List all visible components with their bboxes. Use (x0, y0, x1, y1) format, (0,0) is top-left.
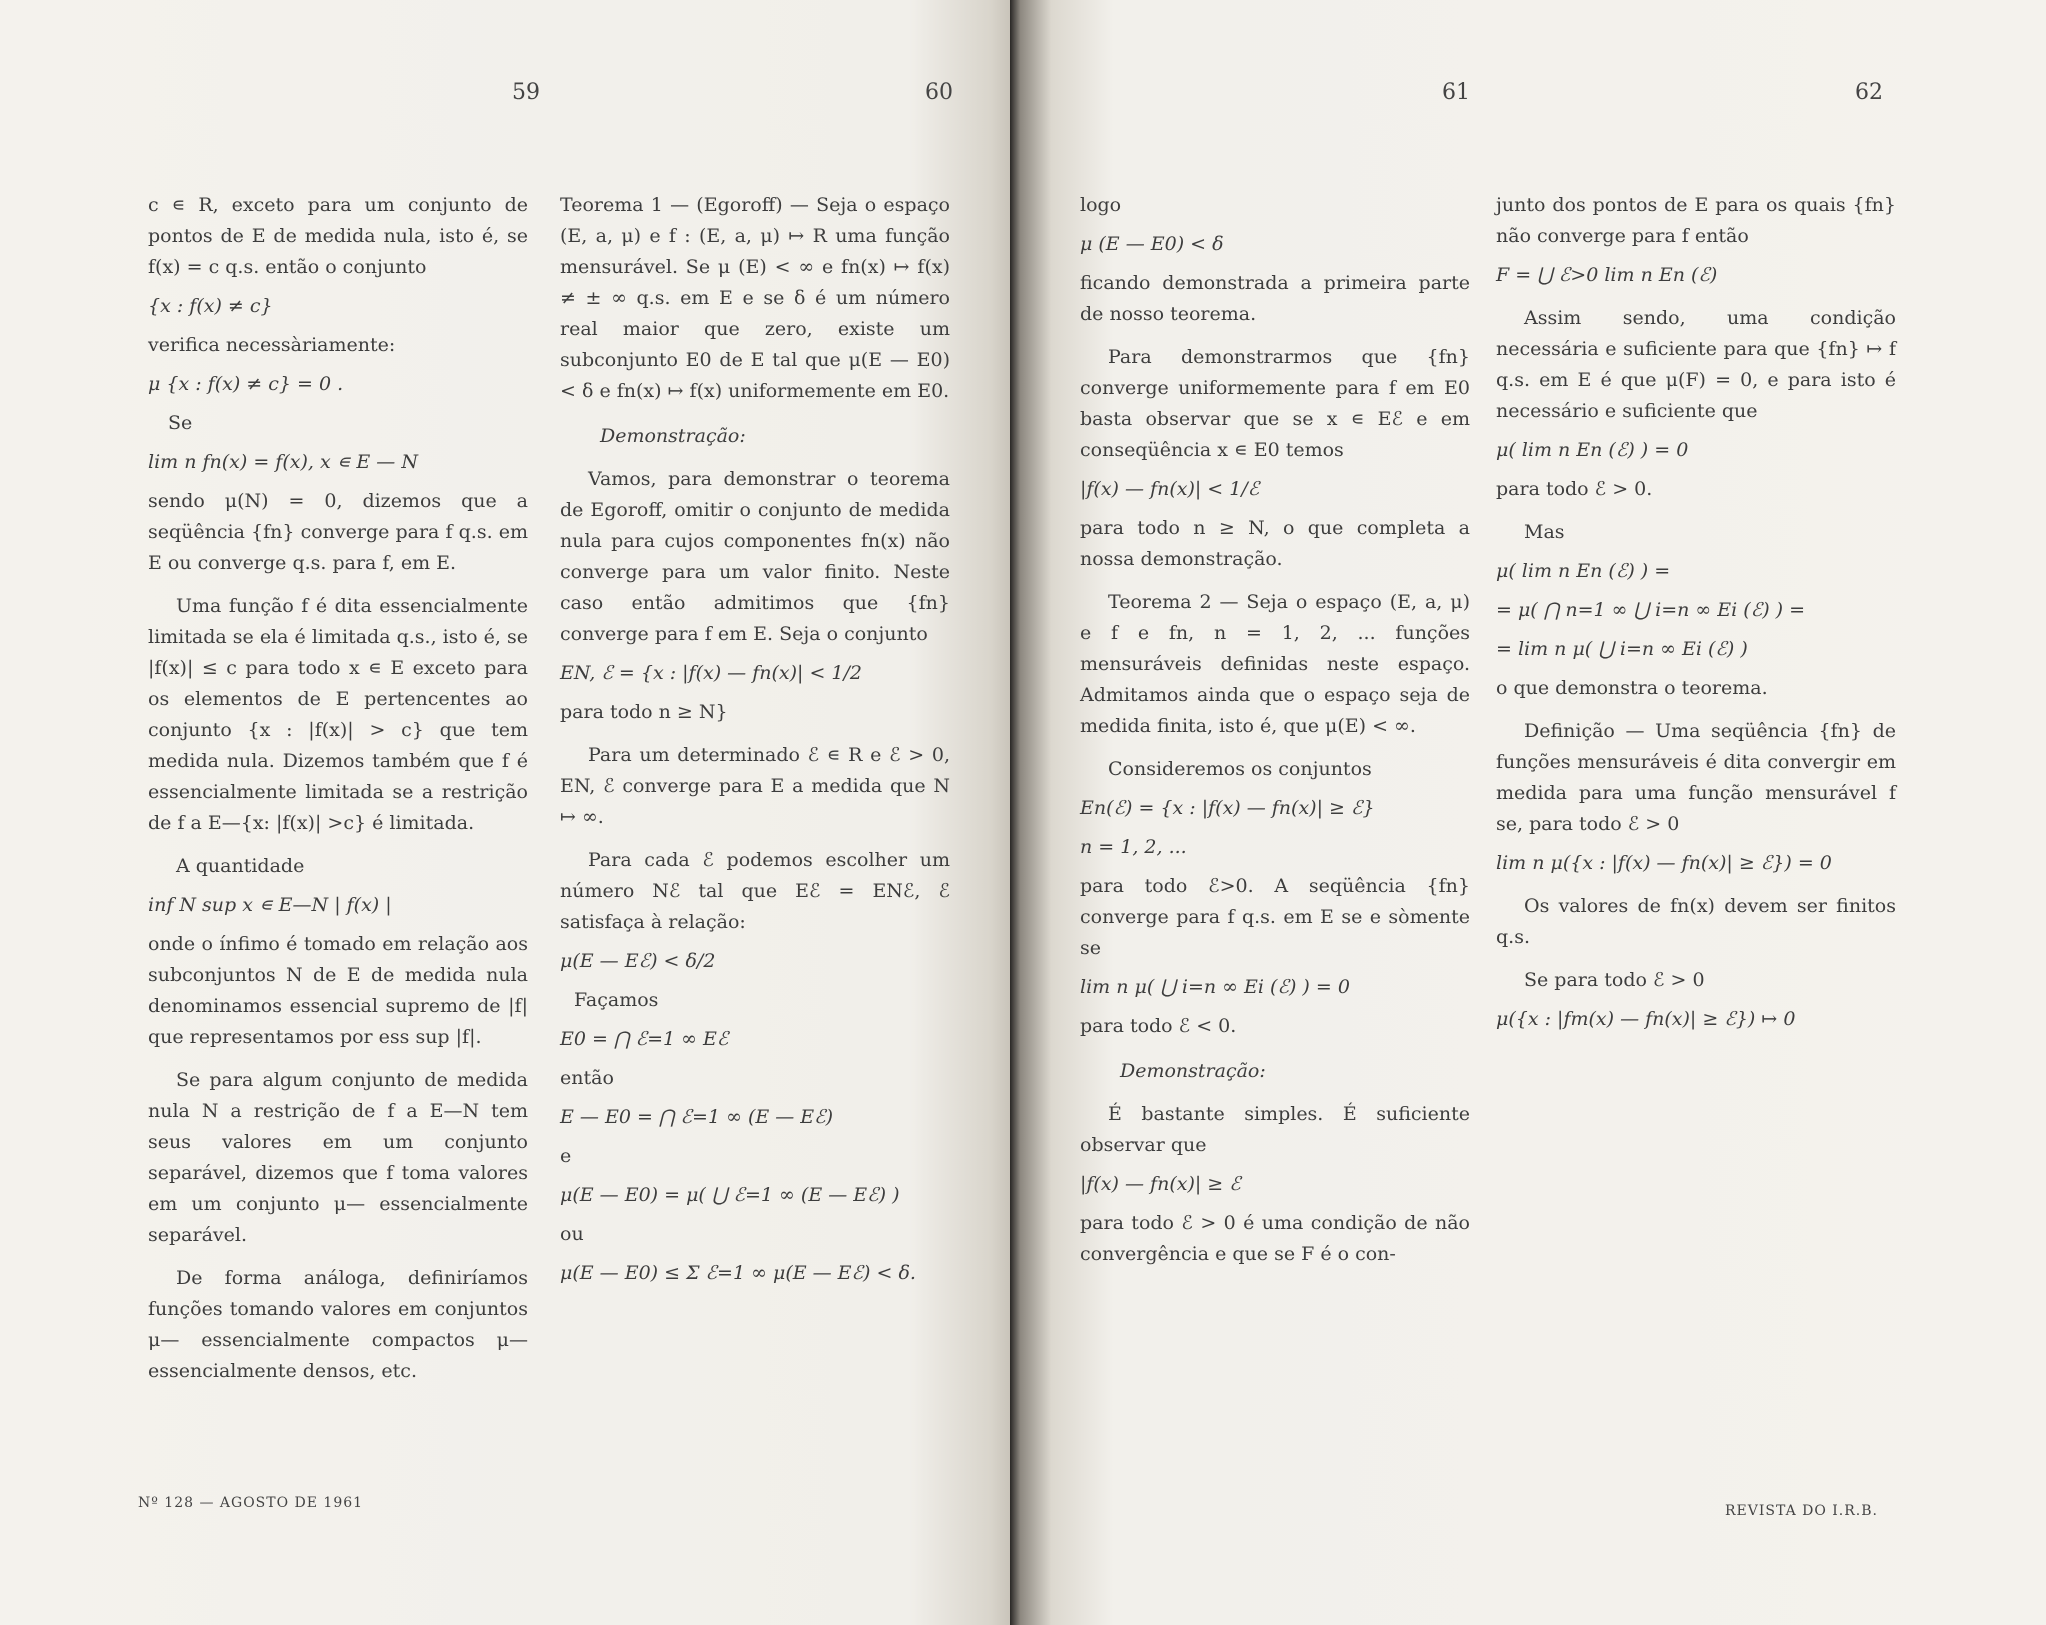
page-number-60: 60 (925, 80, 953, 105)
right-page (1010, 0, 2046, 1625)
paragraph: É bastante simples. É suficiente observar que (1080, 1103, 1470, 1156)
section-heading: Demonstração: (600, 425, 746, 447)
paragraph: Teorema 2 — Seja o espaço (E, a, μ) e f e fn, n = 1, 2, ... funções mensuráveis definidas neste espaço. Admitamos ainda que o espaço seja de medida finita, isto é, que μ(E) < ∞. (1080, 591, 1470, 737)
equation: inf N sup x ∊ E—N | f(x) | (148, 894, 392, 916)
footer-issue: Nº 128 — AGOSTO DE 1961 (138, 1495, 364, 1511)
paragraph: Assim sendo, uma condição necessária e suficiente para que {fn} ↦ f q.s. em E é que μ(F) = 0, e para isto é necessário e suficiente que (1496, 307, 1896, 422)
paragraph: Para demonstrarmos que {fn} converge uniformemente para f em E0 basta observar que se x ∊ Eℰ e em conseqüência x ∊ E0 temos (1080, 346, 1470, 461)
paragraph: então (560, 1067, 614, 1089)
paragraph: para todo ℰ < 0. (1080, 1015, 1237, 1037)
equation: En(ℰ) = {x : |f(x) — fn(x)| ≥ ℰ} (1080, 797, 1375, 819)
paragraph: verifica necessàriamente: (148, 334, 396, 356)
equation: μ(E — E0) ≤ Σ ℰ=1 ∞ μ(E — Eℰ) < δ. (560, 1262, 916, 1284)
paragraph: Os valores de fn(x) devem ser finitos q.s. (1496, 895, 1896, 948)
equation: E — E0 = ⋂ ℰ=1 ∞ (E — Eℰ) (560, 1106, 834, 1128)
paragraph: o que demonstra o teorema. (1496, 677, 1768, 699)
paragraph: c ∊ R, exceto para um conjunto de pontos de E de medida nula, isto é, se f(x) = c q.s. então o conjunto (148, 194, 528, 278)
paragraph: logo (1080, 194, 1122, 216)
equation: μ(E — Eℰ) < δ/2 (560, 950, 716, 972)
paragraph: para todo n ≥ N} (560, 701, 728, 723)
paragraph: Se para algum conjunto de medida nula N a restrição de f a E—N tem seus valores em um conjunto separável, dizemos que f toma valores em um conjunto μ— essencialmente separável. (148, 1069, 528, 1246)
paragraph: Mas (1524, 521, 1565, 543)
equation: {x : f(x) ≠ c} (148, 295, 273, 317)
paragraph: Definição — Uma seqüência {fn} de funções mensuráveis é dita convergir em medida para uma função mensurável f se, para todo ℰ > 0 (1496, 720, 1896, 835)
equation: EN, ℰ = {x : |f(x) — fn(x)| < 1/2 (560, 662, 862, 684)
equation: |f(x) — fn(x)| < 1/ℰ (1080, 478, 1260, 500)
paragraph: Se para todo ℰ > 0 (1524, 969, 1705, 991)
paragraph: onde o ínfimo é tomado em relação aos subconjuntos N de E de medida nula denominamos essencial supremo de |f| que representamos por ess sup |f|. (148, 933, 528, 1048)
equation: μ(E — E0) = μ( ⋃ ℰ=1 ∞ (E — Eℰ) ) (560, 1184, 900, 1206)
equation: |f(x) — fn(x)| ≥ ℰ (1080, 1173, 1241, 1195)
paragraph: Se (168, 412, 193, 434)
paragraph: para todo ℰ > 0 é uma condição de não convergência e que se F é o con- (1080, 1212, 1470, 1265)
equation: μ (E — E0) < δ (1080, 233, 1224, 255)
paragraph: Vamos, para demonstrar o teorema de Egoroff, omitir o conjunto de medida nula para cujos componentes fn(x) não converge para um valor finito. Neste caso então admitimos que {fn} converge para f em E. Seja o conjunto (560, 468, 950, 645)
column-page-60 (560, 190, 950, 1297)
paragraph: Teorema 1 — (Egoroff) — Seja o espaço (E, a, μ) e f : (E, a, μ) ↦ R uma função mensurável. Se μ (E) < ∞ e fn(x) ↦ f(x) ≠ ± ∞ q.s. em E e se δ é um número real maior que zero, existe um subconjunto E0 de E tal que μ(E — E0) < δ e fn(x) ↦ f(x) uniformemente em E0. (560, 194, 950, 402)
paragraph: sendo μ(N) = 0, dizemos que a seqüência {fn} converge para f q.s. em E ou converge q.s. para f, em E. (148, 490, 528, 574)
left-page (0, 0, 1010, 1625)
column-page-59 (148, 190, 528, 1387)
paragraph: para todo ℰ > 0. (1496, 478, 1653, 500)
equation: n = 1, 2, ... (1080, 836, 1187, 858)
equation: μ( lim n En (ℰ) ) = 0 (1496, 439, 1689, 461)
column-page-61 (1080, 190, 1470, 1270)
column-page-62 (1496, 190, 1896, 1043)
paragraph: Para um determinado ℰ ∊ R e ℰ > 0, EN, ℰ converge para E a medida que N ↦ ∞. (560, 744, 950, 828)
paragraph: Uma função f é dita essencialmente limitada se ela é limitada q.s., isto é, se |f(x)| ≤ c para todo x ∊ E exceto para os elementos de E pertencentes ao conjunto {x : |f(x)| > c} que tem medida nula. Dizemos também que f é essencialmente limitada se a restrição de f a E—{x: |f(x)| >c} é limitada. (148, 595, 528, 834)
paragraph: e (560, 1145, 572, 1167)
paragraph: Façamos (574, 989, 659, 1011)
paragraph: para todo n ≥ N, o que completa a nossa demonstração. (1080, 517, 1470, 570)
page-number-61: 61 (1442, 80, 1470, 105)
equation: = lim n μ( ⋃ i=n ∞ Ei (ℰ) ) (1496, 638, 1748, 660)
footer-journal: REVISTA DO I.R.B. (1725, 1503, 1878, 1519)
equation: μ({x : |fm(x) — fn(x)| ≥ ℰ}) ↦ 0 (1496, 1008, 1796, 1030)
equation: μ {x : f(x) ≠ c} = 0 . (148, 373, 344, 395)
paragraph: ou (560, 1223, 584, 1245)
page-number-62: 62 (1855, 80, 1883, 105)
paragraph: Para cada ℰ podemos escolher um número Nℰ tal que Eℰ = ENℰ, ℰ satisfaça à relação: (560, 849, 950, 933)
equation: lim n fn(x) = f(x), x ∊ E — N (148, 451, 418, 473)
equation: lim n μ({x : |f(x) — fn(x)| ≥ ℰ}) = 0 (1496, 852, 1832, 874)
equation: E0 = ⋂ ℰ=1 ∞ Eℰ (560, 1028, 729, 1050)
section-heading: Demonstração: (1120, 1060, 1266, 1082)
equation: lim n μ( ⋃ i=n ∞ Ei (ℰ) ) = 0 (1080, 976, 1350, 998)
equation: μ( lim n En (ℰ) ) = (1496, 560, 1671, 582)
equation: = μ( ⋂ n=1 ∞ ⋃ i=n ∞ Ei (ℰ) ) = (1496, 599, 1806, 621)
paragraph: Consideremos os conjuntos (1108, 758, 1372, 780)
paragraph: ficando demonstrada a primeira parte de nosso teorema. (1080, 272, 1470, 325)
paragraph: junto dos pontos de E para os quais {fn} não converge para f então (1496, 194, 1896, 247)
paragraph: De forma análoga, definiríamos funções tomando valores em conjuntos μ— essencialmente compactos μ— essencialmente densos, etc. (148, 1267, 528, 1382)
equation: F = ⋃ ℰ>0 lim n En (ℰ) (1496, 264, 1718, 286)
paragraph: para todo ℰ>0. A seqüência {fn} converge para f q.s. em E se e sòmente se (1080, 875, 1470, 959)
paragraph: A quantidade (176, 855, 305, 877)
page-number-59: 59 (512, 80, 540, 105)
